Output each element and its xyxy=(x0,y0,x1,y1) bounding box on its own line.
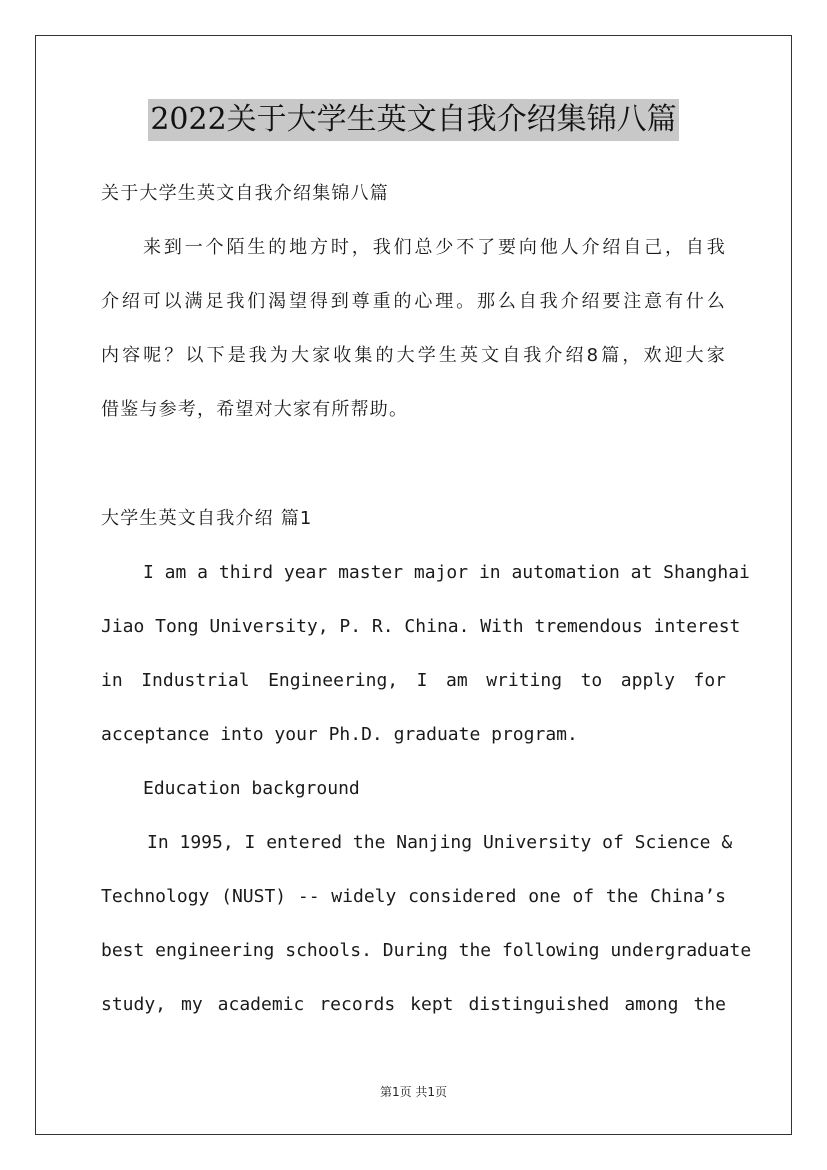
para2-line-2: Technology (NUST) -- widely considered one of the China’s xyxy=(101,886,726,907)
title-container xyxy=(0,99,827,141)
para1-line-2: Jiao Tong University, P. R. China. With tremendous interest xyxy=(101,616,741,637)
document-title: 2022关于大学生英文自我介绍集锦八篇 xyxy=(148,99,678,141)
intro-line-1: 来到一个陌生的地方时，我们总少不了要向他人介绍自己，自我 xyxy=(143,237,726,258)
document-subtitle: 关于大学生英文自我介绍集锦八篇 xyxy=(101,183,389,204)
para1-line-4: acceptance into your Ph.D. graduate program. xyxy=(101,724,578,745)
section-heading: 大学生英文自我介绍 篇1 xyxy=(101,508,313,529)
intro-line-3: 内容呢？以下是我为大家收集的大学生英文自我介绍8篇，欢迎大家 xyxy=(101,345,726,366)
para2-line-3: best engineering schools. During the following undergraduate xyxy=(101,940,752,961)
intro-line-2: 介绍可以满足我们渴望得到尊重的心理。那么自我介绍要注意有什么 xyxy=(101,291,726,312)
para1-line-1: I am a third year master major in automation at Shanghai xyxy=(143,562,750,583)
intro-line-4: 借鉴与参考，希望对大家有所帮助。 xyxy=(101,399,409,420)
education-heading: Education background xyxy=(143,778,360,799)
page-footer: 第1页 共1页 xyxy=(379,1085,448,1099)
para2-line-1: In 1995, I entered the Nanjing University of Science & xyxy=(147,832,733,853)
para2-line-4: study, my academic records kept distinguished among the xyxy=(101,994,726,1015)
para1-line-3: in Industrial Engineering, I am writing to apply for xyxy=(101,670,726,691)
